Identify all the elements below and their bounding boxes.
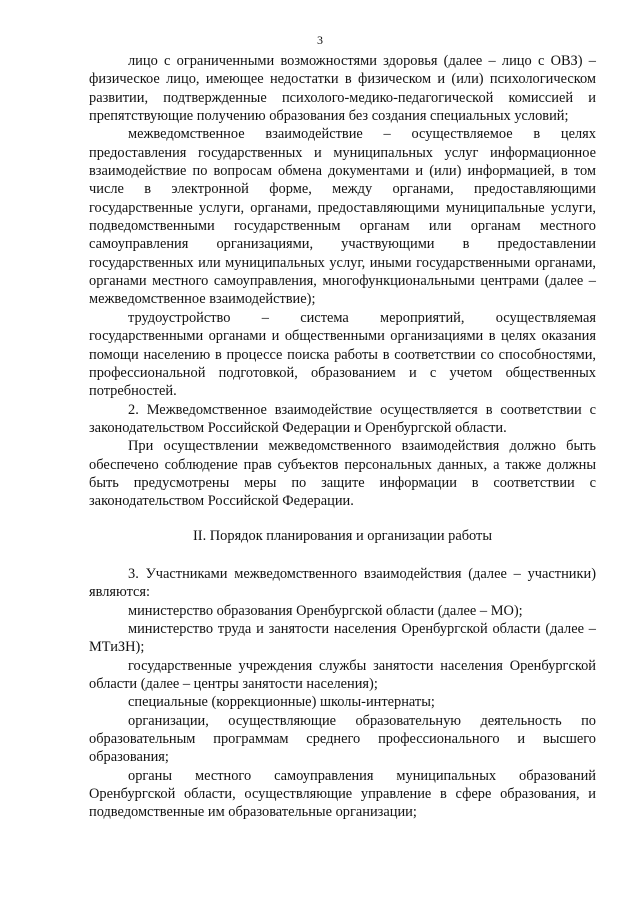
definition-interagency-paragraph: межведомственное взаимодействие – осуществляемое в целях предоставления государственных и муниципальных услуг информационное взаимодействие по вопросам обмена документами и (или) информацией, в том числе в электронной форме, между органами, предоставляющими государственные услуги, органами, предоставляющими муниципальные услуги, подведомственными государственным органам или органам местного самоуправления организациями, участвующими в предоставлении государственных или муниципальных услуг, иными государственными органами, органами местного самоуправления, многофункциональными центрами (далее – межведомственное взаимодействие); (89, 126, 596, 308)
participant-item: организации, осуществляющие образовательную деятельность по образовательным программам среднего профессионального и высшего образования; (89, 712, 596, 766)
personal-data-paragraph: При осуществлении межведомственного взаимодействия должно быть обеспечено соблюдение прав субъектов персональных данных, а также должны быть предусмотрены меры по защите информации в соответствии с законодательством Российской Федерации. (89, 438, 596, 510)
document-body (89, 52, 596, 822)
section-heading: II. Порядок планирования и организации работы (193, 527, 492, 544)
page-number: 3 (317, 33, 323, 47)
definition-employment-paragraph: трудоустройство – система мероприятий, осуществляемая государственными органами и общественными организациями в целях оказания помощи населению в процессе поиска работы в соответствии со способностями, профессиональной подготовкой, образованием и с учетом общественных потребностей. (89, 309, 596, 400)
participant-item: специальные (коррекционные) школы-интернаты; (128, 694, 435, 711)
definition-ovz-paragraph: лицо с ограниченными возможностями здоровья (далее – лицо с ОВЗ) – физическое лицо, имеющее недостатки в физическом и (или) психологическом развитии, подтвержденные психолого-медико-педагогической комиссией и препятствующие получению образования без создания специальных условий; (89, 53, 596, 125)
participant-item: государственные учреждения службы занятости населения Оренбургской области (далее – центры занятости населения); (89, 657, 596, 692)
participant-item: органы местного самоуправления муниципальных образований Оренбургской области, осуществляющие управление в сфере образования, и подведомственные им образовательные организации; (89, 767, 596, 821)
participant-item: министерство труда и занятости населения Оренбургской области (далее – МТиЗН); (89, 620, 596, 656)
clause-3-paragraph: 3. Участниками межведомственного взаимодействия (далее – участники) являются: (89, 565, 596, 601)
clause-2-paragraph: 2. Межведомственное взаимодействие осуществляется в соответствии с законодательством Российской Федерации и Оренбургской области. (89, 401, 596, 436)
participant-item: министерство образования Оренбургской области (далее – МО); (128, 602, 523, 619)
